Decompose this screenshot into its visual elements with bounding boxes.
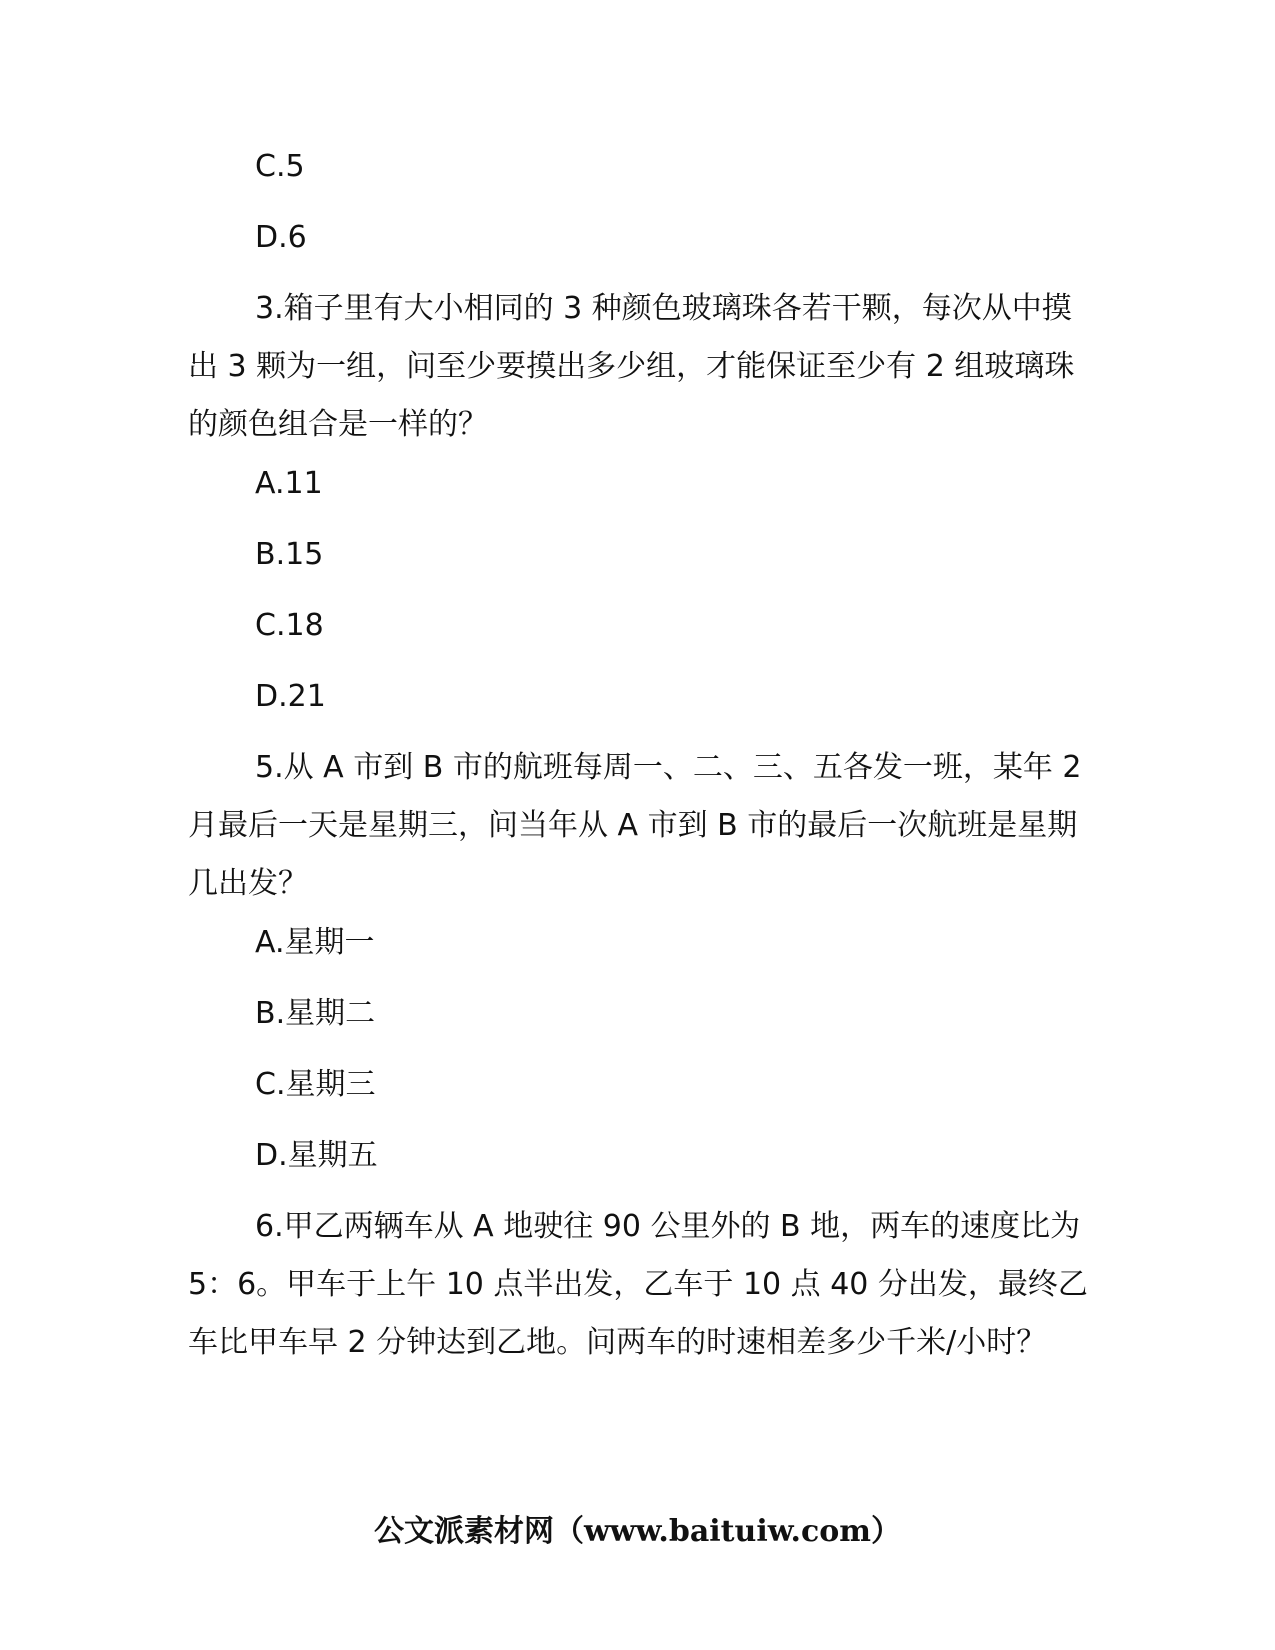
page-footer: 公文派素材网（www.baituiw.com） — [373, 1514, 902, 1549]
question-5: 5.从 A 市到 B 市的航班每周一、二、三、五各发一班，某年 2 月最后一天是星期三，问当年从 A 市到 B 市的最后一次航班是星期几出发？ — [188, 750, 1082, 901]
option-d-friday: D.星期五 — [255, 1138, 378, 1173]
option-c-18: C.18 — [255, 608, 324, 643]
option-b-15: B.15 — [255, 537, 324, 572]
question-6: 6.甲乙两辆车从 A 地驶往 90 公里外的 B 地，两车的速度比为 5：6。甲车于上午 10 点半出发，乙车于 10 点 40 分出发，最终乙车比甲车早 2 分钟达到乙地。问两车的时速相差多少千米/小时？ — [188, 1209, 1088, 1360]
option-d-21: D.21 — [255, 679, 326, 714]
option-d-6: D.6 — [255, 220, 307, 255]
option-a-11: A.11 — [255, 466, 323, 501]
document-body — [188, 150, 1088, 1385]
option-c-5: C.5 — [255, 149, 305, 184]
question-3: 3.箱子里有大小相同的 3 种颜色玻璃珠各若干颗，每次从中摸出 3 颗为一组，问至少要摸出多少组，才能保证至少有 2 组玻璃珠的颜色组合是一样的？ — [188, 291, 1075, 442]
option-b-tuesday: B.星期二 — [255, 996, 376, 1031]
option-a-monday: A.星期一 — [255, 925, 375, 960]
option-c-wednesday: C.星期三 — [255, 1067, 376, 1102]
